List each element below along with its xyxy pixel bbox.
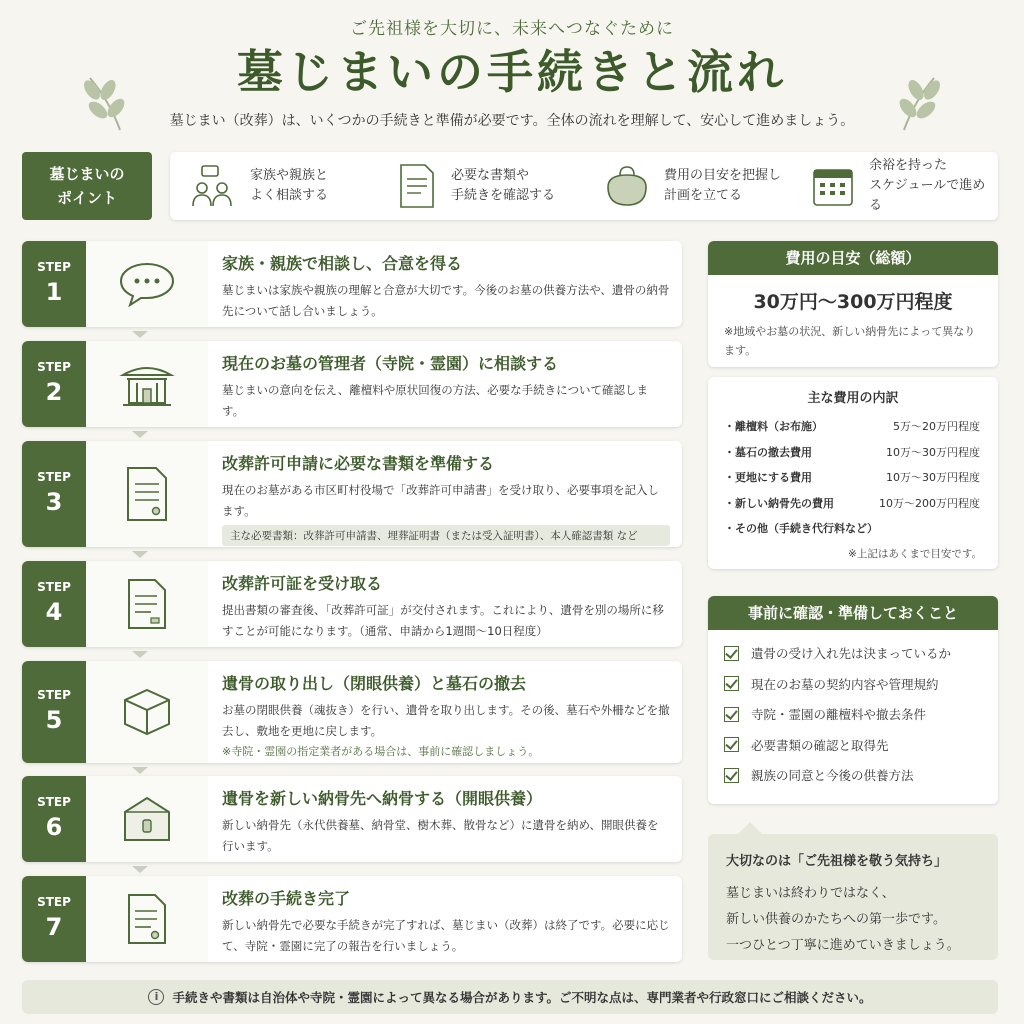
breakdown-label: ・新しい納骨先の費用 xyxy=(724,496,834,510)
step-icon-area xyxy=(86,441,208,547)
point-item xyxy=(170,164,377,208)
step-1 xyxy=(22,241,682,327)
lead-text: 墓じまい（改葬）は、いくつかの手続きと準備が必要です。全体の流れを理解して、安心して進めましょう。 xyxy=(169,113,855,129)
breakdown-footnote: ※上記はあくまで目安です。 xyxy=(848,547,982,560)
checklist-text: 必要書類の確認と取得先 xyxy=(751,737,889,753)
step-word: STEP xyxy=(37,360,71,374)
subtitle: ご先祖様を大切に、未来へつなぐために xyxy=(350,19,674,39)
step-note: ※寺院・霊園の指定業者がある場合は、事前に確認しましょう。 xyxy=(222,745,540,758)
breakdown-label: ・墓石の撤去費用 xyxy=(724,445,812,459)
step-desc: 墓じまいは家族や親族の理解と合意が大切です。今後のお墓の供養方法や、遺骨の納骨先について話し合いましょう。 xyxy=(222,283,670,318)
step-desc: 提出書類の審査後、「改葬許可証」が交付されます。これにより、遺骨を別の場所に移すことが可能になります。（通常、申請から1週間〜10日程度） xyxy=(222,603,664,638)
breakdown-title: 主な費用の内訳 xyxy=(807,391,899,406)
point-text: 費用の目安を把握し 計画を立てる xyxy=(664,168,782,203)
checklist-item xyxy=(708,760,998,791)
step-number: 6 xyxy=(45,813,63,841)
permit-icon xyxy=(125,578,169,630)
temple-icon xyxy=(117,359,177,409)
step-6 xyxy=(22,776,682,862)
step-word: STEP xyxy=(37,688,71,702)
checklist-heading: 事前に確認・準備しておくこと xyxy=(708,596,998,630)
step-body xyxy=(222,786,670,857)
completed-document-icon xyxy=(125,893,169,945)
required-docs: 主な必要書類：改葬許可申請書、埋葬証明書（または受入証明書）、本人確認書類 など xyxy=(222,525,670,546)
checkbox-checked-icon xyxy=(724,707,739,722)
breakdown-value: 5万〜20万円程度 xyxy=(893,420,980,433)
checklist-item xyxy=(708,699,998,730)
step-word: STEP xyxy=(37,895,71,909)
point-item xyxy=(791,156,998,216)
step-badge xyxy=(22,341,86,427)
step-icon-area xyxy=(86,776,208,862)
checklist-item xyxy=(708,730,998,761)
checklist-item xyxy=(708,669,998,700)
message-line: 新しい供養のかたちへの第一歩です。 xyxy=(726,912,946,927)
cost-panel xyxy=(708,241,998,367)
points-label xyxy=(22,152,152,220)
info-icon: i xyxy=(148,989,164,1005)
checklist-text: 寺院・霊園の離檀料や撤去条件 xyxy=(751,707,927,723)
step-5 xyxy=(22,661,682,763)
cost-heading: 費用の目安（総額） xyxy=(708,241,998,275)
step-icon-area xyxy=(86,341,208,427)
urn-box-icon xyxy=(121,794,173,844)
step-body xyxy=(222,571,670,642)
step-connector xyxy=(132,331,148,338)
checklist-panel xyxy=(708,596,998,804)
step-icon-area xyxy=(86,241,208,327)
step-body xyxy=(222,251,670,322)
calendar-icon xyxy=(811,164,855,208)
step-body xyxy=(222,671,670,762)
leaf-right-icon xyxy=(896,72,944,132)
breakdown-row xyxy=(708,516,998,542)
step-badge xyxy=(22,661,86,763)
step-number: 1 xyxy=(45,278,63,306)
step-7 xyxy=(22,876,682,962)
step-title: 家族・親族で相談し、合意を得る xyxy=(222,254,463,273)
step-word: STEP xyxy=(37,580,71,594)
page-title: 墓じまいの手続きと流れ xyxy=(237,45,787,99)
message-line: 一つひとつ丁寧に進めていきましょう。 xyxy=(726,938,960,953)
step-icon-area xyxy=(86,661,208,763)
step-body xyxy=(222,351,670,422)
step-title: 現在のお墓の管理者（寺院・霊園）に相談する xyxy=(222,354,559,373)
message-title: 大切なのは「ご先祖様を敬う気持ち」 xyxy=(726,854,948,869)
point-text: 家族や親族と よく相談する xyxy=(250,168,329,203)
step-title: 改葬許可申請に必要な書類を準備する xyxy=(222,454,495,473)
step-badge xyxy=(22,776,86,862)
step-body xyxy=(222,886,670,957)
step-number: 3 xyxy=(45,488,63,516)
breakdown-value: 10万〜30万円程度 xyxy=(886,445,980,459)
point-text: 必要な書類や 手続きを確認する xyxy=(451,168,556,203)
checklist-text: 現在のお墓の契約内容や管理規約 xyxy=(751,676,939,692)
breakdown-row xyxy=(708,440,998,466)
step-2 xyxy=(22,341,682,427)
checklist-text: 親族の同意と今後の供養方法 xyxy=(751,768,914,784)
breakdown-row xyxy=(708,491,998,517)
checkbox-checked-icon xyxy=(724,737,739,752)
breakdown-label: ・離檀料（お布施） xyxy=(724,420,823,433)
step-desc: 新しい納骨先で必要な手続きが完了すれば、墓じまい（改葬）は終了です。必要に応じて、寺院・霊園に完了の報告を行いましょう。 xyxy=(222,918,670,953)
step-badge xyxy=(22,441,86,547)
step-body xyxy=(222,451,670,546)
step-title: 改葬の手続き完了 xyxy=(222,889,351,908)
step-4 xyxy=(22,561,682,647)
step-word: STEP xyxy=(37,260,71,274)
step-number: 7 xyxy=(45,913,63,941)
step-connector xyxy=(132,551,148,558)
step-desc: 墓じまいの意向を伝え、離檀料や原状回復の方法、必要な手続きについて確認します。 xyxy=(222,383,648,418)
checkbox-checked-icon xyxy=(724,646,739,661)
step-desc: 現在のお墓がある市区町村役場で「改葬許可申請書」を受け取り、必要事項を記入します。 xyxy=(222,483,659,518)
purse-icon xyxy=(604,165,650,207)
cost-range: 30万円〜300万円程度 xyxy=(753,291,953,313)
step-icon-area xyxy=(86,561,208,647)
step-number: 2 xyxy=(45,378,63,406)
breakdown-label: ・更地にする費用 xyxy=(724,471,812,484)
point-text: 余裕を持った スケジュールで進める xyxy=(869,158,986,213)
breakdown-value: 10万〜200万円程度 xyxy=(879,496,980,510)
step-number: 4 xyxy=(45,598,63,626)
step-title: 遺骨の取り出し（閉眼供養）と墓石の撤去 xyxy=(222,674,527,693)
step-badge xyxy=(22,876,86,962)
point-item xyxy=(377,163,584,209)
header xyxy=(0,0,1024,140)
step-number: 5 xyxy=(45,706,63,734)
step-3 xyxy=(22,441,682,547)
step-connector xyxy=(132,866,148,873)
document-icon xyxy=(397,163,437,209)
footer-text: 手続きや書類は自治体や寺院・霊園によって異なる場合があります。ご不明な点は、専門業者や行政窓口にご相談ください。 xyxy=(172,990,872,1005)
checklist-item xyxy=(708,638,998,669)
breakdown-panel xyxy=(708,377,998,569)
points-box xyxy=(170,152,998,220)
step-title: 改葬許可証を受け取る xyxy=(222,574,383,593)
application-form-icon xyxy=(124,466,170,522)
breakdown-row xyxy=(708,414,998,440)
checkbox-checked-icon xyxy=(724,768,739,783)
people-talk-icon xyxy=(190,164,236,208)
message-box xyxy=(708,834,998,960)
checkbox-checked-icon xyxy=(724,676,739,691)
breakdown-row xyxy=(708,465,998,491)
step-title: 遺骨を新しい納骨先へ納骨する（開眼供養） xyxy=(222,789,543,808)
leaf-left-icon xyxy=(80,72,128,132)
point-item xyxy=(584,165,791,207)
checklist-text: 遺骨の受け入れ先は決まっているか xyxy=(751,646,952,662)
points-label-text: 墓じまいの ポイント xyxy=(49,165,125,207)
step-word: STEP xyxy=(37,795,71,809)
step-connector xyxy=(132,431,148,438)
step-badge xyxy=(22,561,86,647)
step-badge xyxy=(22,241,86,327)
cost-note: ※地域やお墓の状況、新しい納骨先によって異なります。 xyxy=(724,325,976,357)
message-body xyxy=(726,881,998,959)
step-desc: お墓の閉眼供養（魂抜き）を行い、遺骨を取り出します。その後、墓石や外柵などを撤去し、敷地を更地に戻します。 xyxy=(222,703,670,738)
box-icon xyxy=(121,686,173,738)
step-word: STEP xyxy=(37,470,71,484)
step-desc: 新しい納骨先（永代供養墓、納骨堂、樹木葬、散骨など）に遺骨を納め、開眼供養を行います。 xyxy=(222,818,659,853)
breakdown-value: 10万〜30万円程度 xyxy=(886,471,980,484)
step-connector xyxy=(132,767,148,774)
breakdown-label: ・その他（手続き代行料など） xyxy=(724,522,878,535)
step-connector xyxy=(132,651,148,658)
message-line: 墓じまいは終わりではなく、 xyxy=(726,886,895,901)
speech-bubble-icon xyxy=(118,261,176,307)
step-icon-area xyxy=(86,876,208,962)
footer-note xyxy=(22,980,998,1014)
